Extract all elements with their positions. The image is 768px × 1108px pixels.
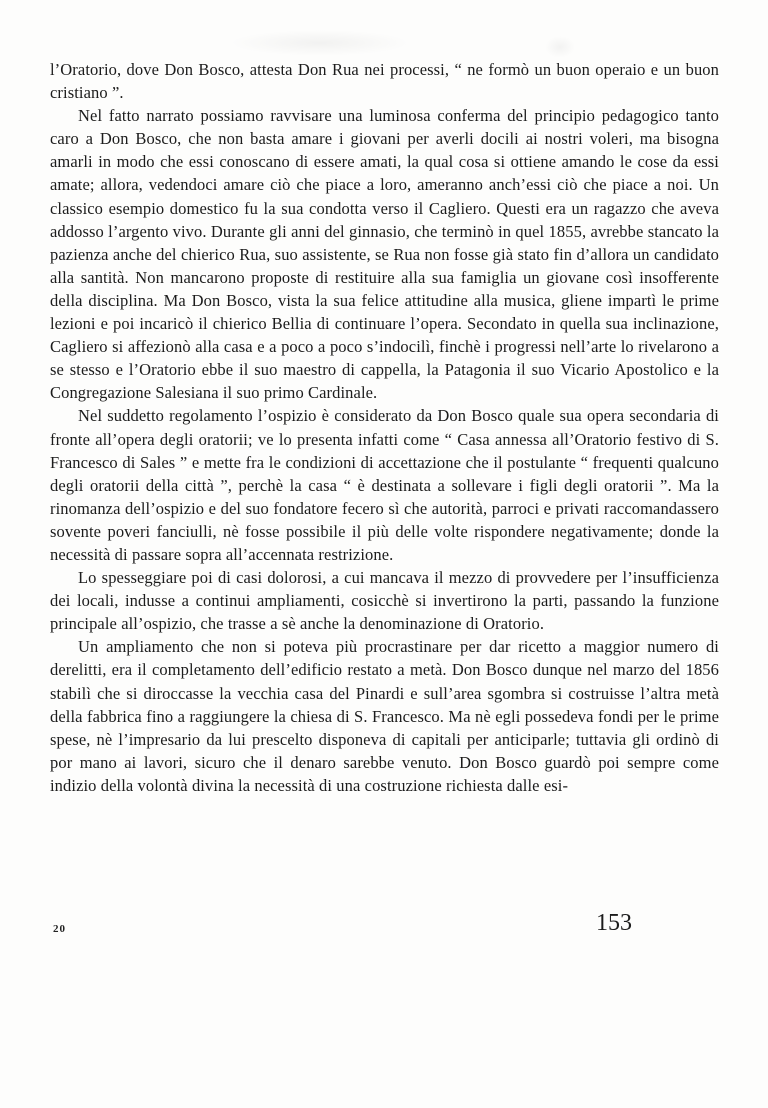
page-number: 153 [596,910,632,936]
scan-smudge [230,30,410,56]
scan-smudge [545,36,575,58]
body-paragraph: Nel fatto narrato possiamo ravvisare una luminosa conferma del principio pedagogico tanto caro a Don Bosco, che non basta amare i giovani per averli docili ai nostri voleri, ma bisogna amarli in modo che essi conoscano di essere amati, la qual cosa si ottiene amando le cose da essi amate; allora, vedendoci amare ciò che piace a loro, ameranno anch’essi ciò che piace a noi. Un classico esempio domestico fu la sua condotta verso il Cagliero. Questi era un ragazzo che aveva addosso l’argento vivo. Durante gli anni del ginnasio, che terminò in quel 1855, avrebbe stancato la pazienza anche del chierico Rua, suo assistente, se Rua non fosse già stato fin d’allora un candidato alla santità. Non mancarono proposte di restituire alla sua famiglia un giovane così insofferente della disciplina. Ma Don Bosco, vista la sua felice attitudine alla musica, gliene impartì le prime lezioni e poi incaricò il chierico Bellia di continuare l’opera. Secondato in quella sua inclinazione, Cagliero si affezionò alla casa e a poco a poco s’indocilì, finchè i progressi nell’arte lo rivelarono a se stesso e l’Oratorio ebbe il suo maestro di cappella, la Patagonia il suo Vicario Apostolico e la Congregazione Salesiana il suo primo Cardinale. [50,106,719,403]
body-paragraph: Nel suddetto regolamento l’ospizio è considerato da Don Bosco quale sua opera secondaria di fronte all’opera degli oratorii; ve lo presenta infatti come “ Casa annessa all’Oratorio festivo di S. Francesco di Sales ” e mette fra le condizioni di accettazione che il postulante “ frequenti qualcuno degli oratorii della città ”, perchè la casa “ è destinata a sollevare i figli degli oratorii ”. Ma la rinomanza dell’ospizio e del suo fondatore fecero sì che autorità, parroci e privati raccomandassero sovente poveri fanciulli, nè fosse possibile il più delle volte rispondere negativamente; donde la necessità di passare sopra all’accennata restrizione. [50,406,719,564]
body-paragraph: l’Oratorio, dove Don Bosco, attesta Don Rua nei processi, “ ne formò un buon operaio e un buon cristiano ”. [50,60,719,103]
body-paragraph: Lo spesseggiare poi di casi dolorosi, a cui mancava il mezzo di provvedere per l’insufficienza dei locali, indusse a continui ampliamenti, cosicchè si invertirono la parti, passando la funzione principale all’ospizio, che trasse a sè anche la denominazione di Oratorio. [50,568,719,634]
signature-mark: 20 [53,923,66,935]
body-text [50,58,719,797]
body-paragraph: Un ampliamento che non si poteva più procrastinare per dar ricetto a maggior numero di derelitti, era il completamento dell’edificio restato a metà. Don Bosco dunque nel marzo del 1856 stabilì che si diroccasse la vecchia casa del Pinardi e sull’area sgombra si costruisse l’altra metà della fabbrica fino a raggiungere la chiesa di S. Francesco. Ma nè egli possedeva fondi per le prime spese, nè l’impresario da lui prescelto disponeva di capitali per anticiparle; tuttavia gli ordinò di por mano ai lavori, sicuro che il denaro sarebbe venuto. Don Bosco guardò poi sempre come indizio della volontà divina la necessità di una costruzione richiesta dalle esi- [50,637,719,795]
